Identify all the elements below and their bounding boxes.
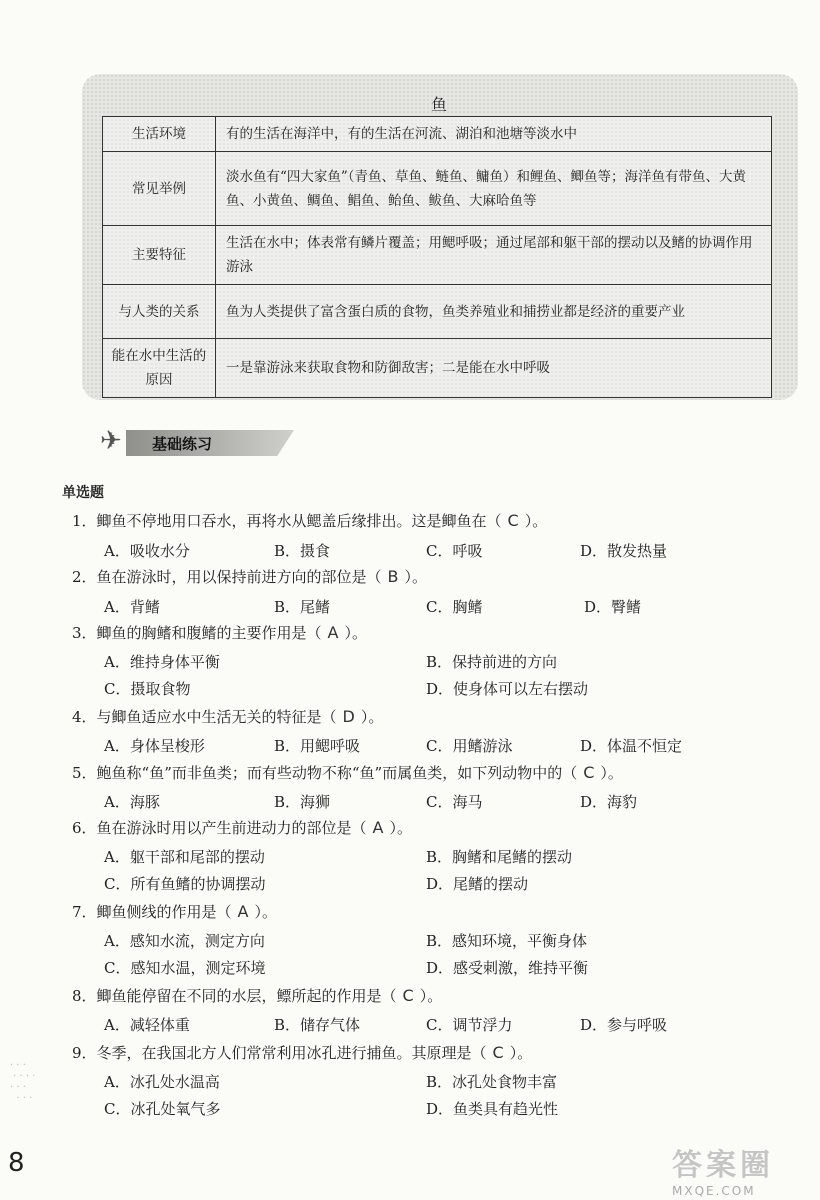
option: C．海马	[426, 793, 483, 811]
option: D．臀鳍	[584, 598, 642, 616]
option: A．维持身体平衡	[104, 653, 220, 671]
answer: C	[402, 986, 414, 1005]
option: A．躯干部和尾部的摆动	[104, 848, 265, 866]
row-key: 常见举例	[103, 152, 216, 226]
question-2	[72, 566, 427, 587]
row-key: 与人类的关系	[103, 285, 216, 339]
row-value: 鱼为人类提供了富含蛋白质的食物，鱼类养殖业和捕捞业都是经济的重要产业	[216, 285, 772, 339]
question-text: 3．鲫鱼的胸鳍和腹鳍的主要作用是（	[72, 624, 322, 642]
question-3	[72, 622, 367, 643]
panel-title: 鱼	[430, 95, 449, 114]
question-8	[72, 985, 442, 1006]
row-key: 生活环境	[103, 117, 216, 152]
option: D．鱼类具有趋光性	[426, 1100, 559, 1118]
row-value: 有的生活在海洋中，有的生活在河流、湖泊和池塘等淡水中	[216, 117, 772, 152]
option: D．使身体可以左右摆动	[426, 680, 589, 698]
question-text: 9．冬季，在我国北方人们常常利用冰孔进行捕鱼。其原理是（	[72, 1044, 487, 1062]
question-text: 4．与鲫鱼适应水中生活无关的特征是（	[72, 708, 337, 726]
answer: D	[342, 707, 355, 726]
option: C．摄取食物	[104, 680, 191, 698]
question-end: ）。	[524, 512, 548, 530]
decorative-dots: · · · · · · · · · · · · ·	[10, 1060, 36, 1104]
answer: A	[372, 818, 384, 837]
row-value: 一是靠游泳来获取食物和防御敌害；二是能在水中呼吸	[216, 339, 772, 398]
question-text: 6．鱼在游泳时用以产生前进动力的部位是（	[72, 819, 367, 837]
question-text: 7．鲫鱼侧线的作用是（	[72, 903, 232, 921]
question-text: 1．鲫鱼不停地用口吞水，再将水从鳃盖后缘排出。这是鲫鱼在（	[72, 512, 502, 530]
answer: C	[507, 511, 519, 530]
option: B．海狮	[274, 793, 331, 811]
question-text: 2．鱼在游泳时，用以保持前进方向的部位是（	[72, 568, 382, 586]
question-text: 8．鲫鱼能停留在不同的水层，鳔所起的作用是（	[72, 987, 397, 1005]
option: A．吸收水分	[104, 542, 190, 560]
option: B．储存气体	[274, 1016, 361, 1034]
option: D．参与呼吸	[580, 1016, 668, 1034]
option: B．保持前进的方向	[426, 653, 558, 671]
question-end: ）。	[509, 1044, 533, 1062]
option: D．体温不恒定	[580, 737, 683, 755]
question-9	[72, 1042, 532, 1063]
option: B．冰孔处食物丰富	[426, 1073, 558, 1091]
option: D．散发热量	[580, 542, 668, 560]
question-7	[72, 901, 277, 922]
question-type: 单选题	[62, 485, 104, 501]
answer: A	[327, 623, 339, 642]
question-end: ）。	[254, 903, 278, 921]
question-end: ）。	[344, 624, 368, 642]
table-row	[103, 226, 772, 285]
question-1	[72, 510, 547, 531]
option: C．呼吸	[426, 542, 483, 560]
option: A．感知水流，测定方向	[104, 932, 265, 950]
watermark-url: MXQE.COM	[672, 1184, 756, 1198]
option: A．冰孔处水温高	[104, 1073, 220, 1091]
question-4	[72, 706, 383, 727]
question-text: 5．鲍鱼称“鱼”而非鱼类；而有些动物不称“鱼”而属鱼类，如下列动物中的（	[72, 764, 578, 782]
row-value: 淡水鱼有“四大家鱼”（青鱼、草鱼、鲢鱼、鳙鱼）和鲤鱼、鲫鱼等；海洋鱼有带鱼、大黄鱼、小黄鱼、鲷鱼、鲳鱼、鲐鱼、鲅鱼、大麻哈鱼等	[216, 152, 772, 226]
option: C．用鳍游泳	[426, 737, 513, 755]
option: B．用鳃呼吸	[274, 737, 361, 755]
option: D．尾鳍的摆动	[426, 875, 529, 893]
table-row	[103, 152, 772, 226]
answer: C	[583, 763, 595, 782]
row-value: 生活在水中；体表常有鳞片覆盖；用鳃呼吸；通过尾部和躯干部的摆动以及鳍的协调作用游泳	[216, 226, 772, 285]
option: C．冰孔处氧气多	[104, 1100, 221, 1118]
option: B．尾鳍	[274, 598, 331, 616]
section-header	[96, 426, 296, 458]
question-6	[72, 817, 412, 838]
option: B．胸鳍和尾鳍的摆动	[426, 848, 573, 866]
answer: B	[387, 567, 399, 586]
page-number: 8	[8, 1148, 25, 1178]
row-key: 能在水中生活的原因	[103, 339, 216, 398]
option: B．摄食	[274, 542, 331, 560]
option: C．所有鱼鳍的协调摆动	[104, 875, 266, 893]
question-end: ）。	[360, 708, 384, 726]
summary-panel	[82, 74, 798, 400]
table-row	[103, 285, 772, 339]
option: A．海豚	[104, 793, 160, 811]
option: C．胸鳍	[426, 598, 483, 616]
option: C．感知水温，测定环境	[104, 959, 266, 977]
row-key: 主要特征	[103, 226, 216, 285]
question-end: ）。	[600, 764, 623, 782]
answer: A	[237, 902, 249, 921]
option: A．减轻体重	[104, 1016, 190, 1034]
runner-icon: ✈	[100, 426, 122, 456]
section-title: 基础练习	[152, 435, 213, 453]
watermark-logo: 答案圈	[672, 1148, 774, 1183]
option: B．感知环境，平衡身体	[426, 932, 588, 950]
option: C．调节浮力	[426, 1016, 513, 1034]
option: D．海豹	[580, 793, 638, 811]
option: A．身体呈梭形	[104, 737, 205, 755]
question-end: ）。	[419, 987, 443, 1005]
table-row	[103, 339, 772, 398]
question-end: ）。	[404, 568, 428, 586]
table-row	[103, 117, 772, 152]
answer: C	[492, 1043, 504, 1062]
option: D．感受刺激，维持平衡	[426, 959, 589, 977]
question-5	[72, 762, 623, 783]
fish-summary-table	[102, 116, 772, 398]
question-end: ）。	[389, 819, 413, 837]
watermark	[672, 1140, 774, 1198]
option: A．背鳍	[104, 598, 160, 616]
